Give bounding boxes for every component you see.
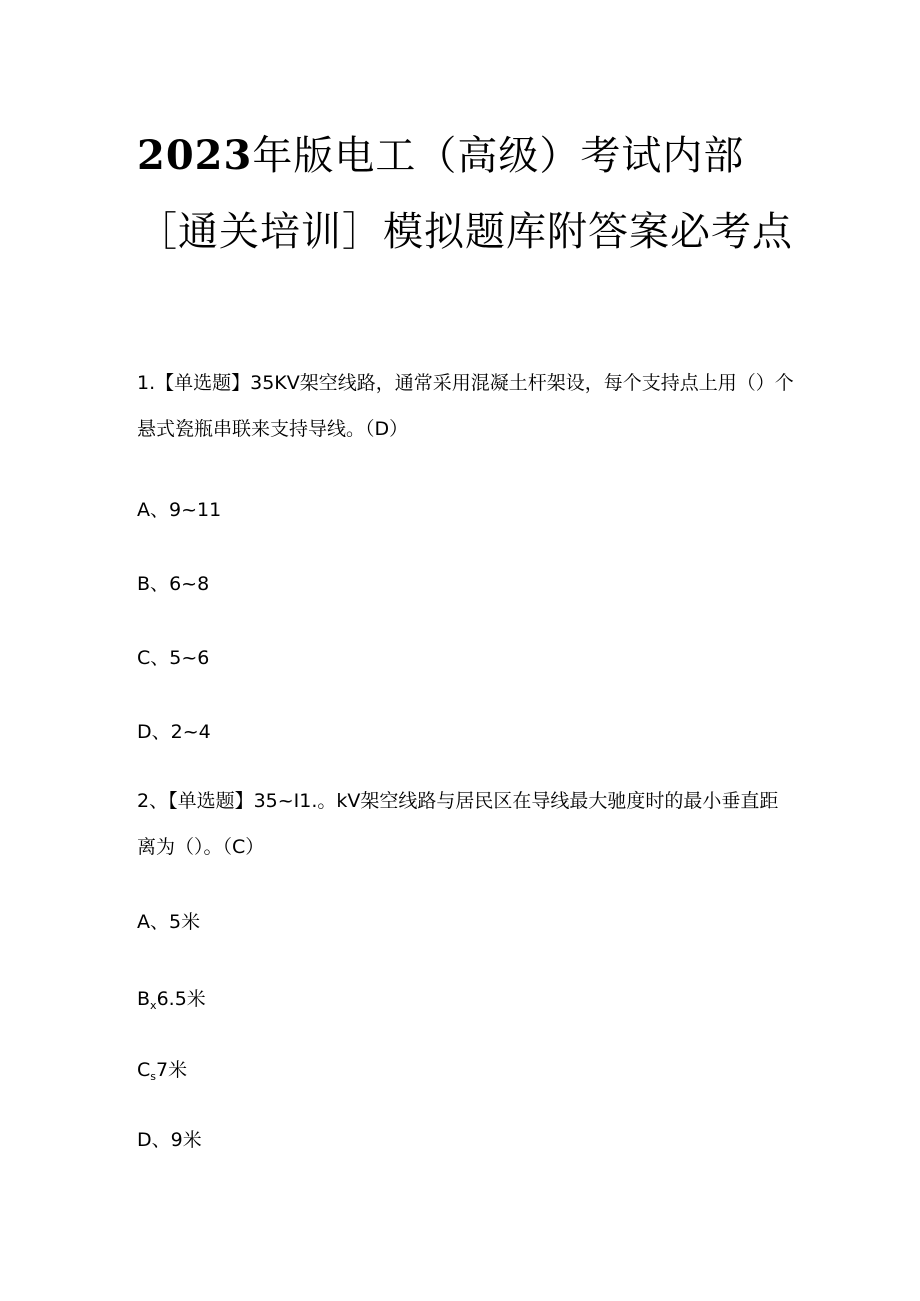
- question-1-option-a: A、9~11: [137, 499, 222, 521]
- question-1-option-b: B、6~8: [137, 573, 210, 595]
- title-text: 年版电工（高级）考试内部［通关培训］模拟题库附答案必考点: [137, 133, 793, 255]
- question-1-option-c: C、5~6: [137, 647, 210, 669]
- question-1-option-d: D、2~4: [137, 721, 211, 743]
- document-title: [137, 118, 797, 270]
- question-1-stem: 1.【单选题】35KV架空线路，通常采用混凝土杆架设，每个支持点上用（）个悬式瓷瓶串联来支持导线。（D）: [137, 372, 794, 440]
- title-year: 2023: [137, 132, 253, 179]
- question-2-option-b: $B_x6.5$米: [137, 988, 206, 1012]
- question-2-option-c: $C_s7$米: [137, 1059, 188, 1083]
- question-2-option-d: D、9米: [137, 1129, 202, 1151]
- question-2-stem: 2、【单选题】35~I1.。kV架空线路与居民区在导线最大驰度时的最小垂直距离为（）。（C）: [137, 790, 779, 858]
- question-2-option-a: A、5米: [137, 911, 201, 933]
